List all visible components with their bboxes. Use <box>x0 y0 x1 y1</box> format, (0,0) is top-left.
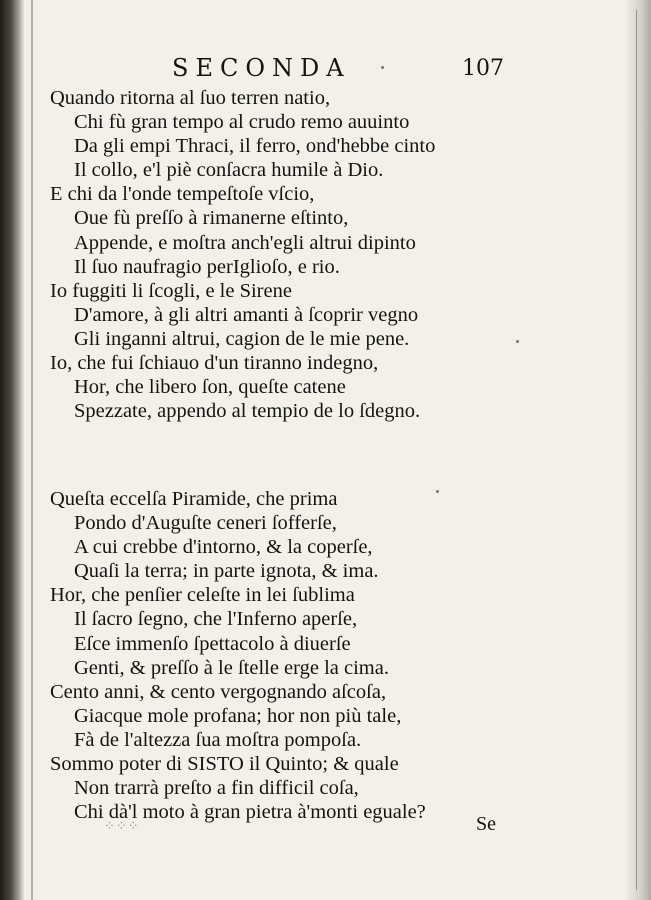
ink-speck <box>381 66 384 69</box>
running-title: SECONDA <box>172 54 351 82</box>
ink-speck <box>436 490 439 493</box>
verse-line: A cui crebbe d'intorno, & la coperſe, <box>74 536 373 559</box>
page-edge-shadow <box>625 0 651 900</box>
binding-shadow <box>0 0 24 900</box>
verse-line: Cento anni, & cento vergognando aſcoſa, <box>50 680 387 703</box>
verse-line: Da gli empi Thraci, il ferro, ond'hebbe cinto <box>74 135 436 158</box>
ink-smudge: ⁘⁘⁘ <box>104 819 140 834</box>
sonnet-second <box>50 487 426 824</box>
verse-line: Sommo poter di SISTO il Quinto; & quale <box>50 753 399 776</box>
verse-line: D'amore, à gli altri amanti à ſcoprir vegno <box>74 303 419 326</box>
verse-line: Hor, che penſier celeſte in lei ſublima <box>50 584 355 607</box>
catchword: Se <box>476 813 496 835</box>
verse-line: Spezzate, appendo al tempio de lo ſdegno. <box>74 400 421 423</box>
verse-line: Il ſuo naufragio perIglioſo, e rio. <box>74 255 340 278</box>
verse-line: Genti, & preſſo à le ſtelle erge la cima. <box>74 656 389 679</box>
verse-line: E chi da l'onde tempeſtoſe vſcio, <box>50 183 315 206</box>
verse-line: Gli inganni altrui, cagion de le mie pene. <box>74 327 410 350</box>
verse-line: Chi fù gran tempo al crudo remo auuinto <box>74 111 410 134</box>
verse-line: Il collo, e'l piè conſacra humile à Dio. <box>74 159 384 182</box>
page-number: 107 <box>462 56 504 81</box>
verse-line: Io fuggiti li ſcogli, e le Sirene <box>50 279 292 302</box>
verse-line: Eſce immenſo ſpettacolo à diuerſe <box>74 632 351 655</box>
verse-line: Quando ritorna al ſuo terren natio, <box>50 87 331 109</box>
verse-line: Appende, e moſtra anch'egli altrui dipinto <box>74 231 416 254</box>
verse-line: Fà de l'altezza ſua moſtra pompoſa. <box>74 728 362 751</box>
verse-line: Pondo d'Auguſte ceneri ſofferſe, <box>74 512 337 535</box>
verse-line: Il ſacro ſegno, che l'Inferno aperſe, <box>74 608 358 631</box>
verse-line: Quaſi la terra; in parte ignota, & ima. <box>74 560 379 583</box>
verse-line: Io, che fui ſchiauo d'un tiranno indegno, <box>50 352 379 375</box>
verse-line: Chi dà'l moto à gran pietra à'monti eguale? <box>74 801 426 824</box>
sonnet-first <box>50 86 435 423</box>
ink-speck <box>516 340 519 343</box>
gutter-line <box>31 0 33 900</box>
verse-line: Queſta eccelſa Piramide, che prima <box>50 488 338 510</box>
verse-line: Non trarrà preſto a fin difficil coſa, <box>74 777 359 800</box>
verse-line: Oue fù preſſo à rimanerne eſtinto, <box>74 207 349 230</box>
page-edge-line <box>636 10 637 890</box>
verse-line: Giacque mole profana; hor non più tale, <box>74 704 402 727</box>
verse-line: Hor, che libero ſon, queſte catene <box>74 376 346 399</box>
